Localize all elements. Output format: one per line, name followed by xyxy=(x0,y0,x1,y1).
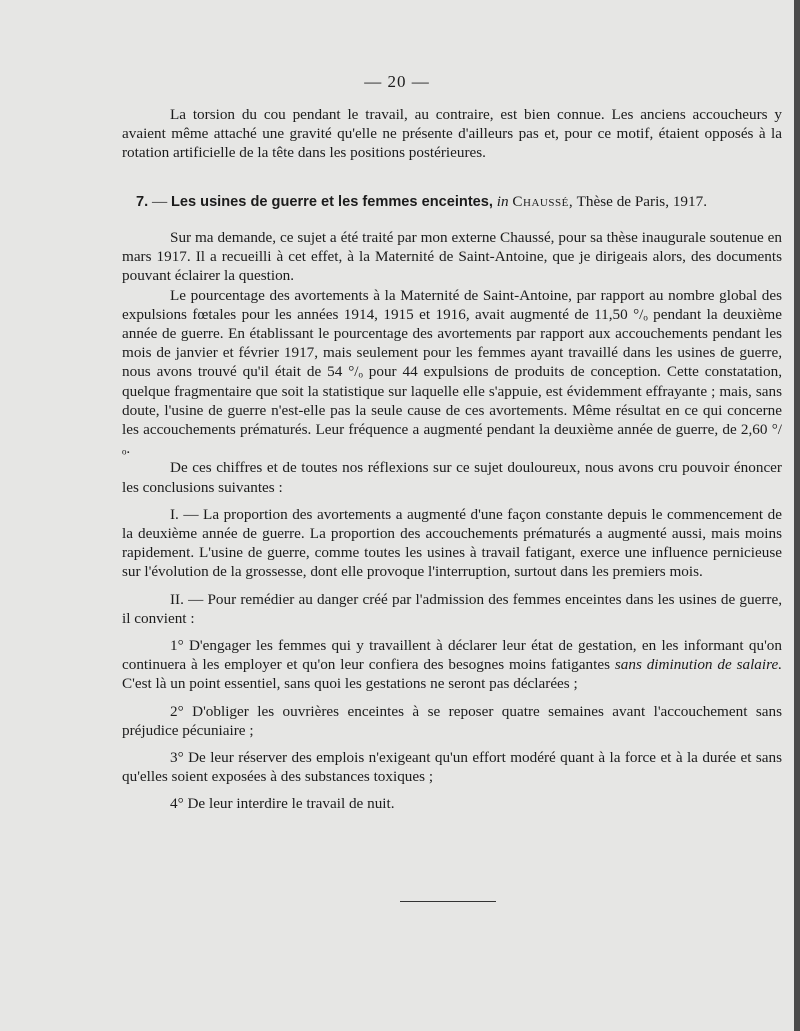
section-title: Les usines de guerre et les femmes enceintes, xyxy=(170,194,493,210)
section-heading xyxy=(136,192,786,212)
list-item-2: 2° D'obliger les ouvrières enceintes à se reposer quatre semaines avant l'accouchement sans préjudice pécuniaire ; xyxy=(122,702,782,739)
list-item-1-italic: sans diminution de salaire. xyxy=(614,656,782,674)
list-item-4: 4° De leur interdire le travail de nuit. xyxy=(170,795,395,813)
page-number: — 20 — xyxy=(364,72,430,91)
body-block xyxy=(122,228,782,814)
list-item-1 xyxy=(122,636,782,694)
paragraph-conclusion-two: II. — Pour remédier au danger créé par l'admission des femmes enceintes dans les usines de guerre, il convient : xyxy=(122,590,782,627)
paragraph-conclusions-intro: De ces chiffres et de toutes nos réflexions sur ce sujet douloureux, nous avons cru pouvoir énoncer les conclusions suivantes : xyxy=(122,459,782,496)
list-item-1-rest: C'est là un point essentiel, sans quoi les gestations ne seront pas déclarées ; xyxy=(122,675,578,693)
intro-block xyxy=(122,105,782,163)
intro-paragraph: La torsion du cou pendant le travail, au contraire, est bien connue. Les anciens accoucheurs y avaient même attaché une gravité qu'elle ne présente d'ailleurs pas et, pour ce motif, étaient opposés à la rotation artificielle de la tête dans les positions postérieures. xyxy=(122,106,782,162)
list-item-3: 3° De leur réserver des emplois n'exigeant qu'un effort modéré quant à la force et à la durée et sans qu'elles soient exposées à des substances toxiques ; xyxy=(122,749,782,786)
list-item-1-text: 1° D'engager les femmes qui y travaillent à déclarer leur état de gestation, en les informant qu'on continuera à les employer et qu'on leur confiera des besognes moins fatigantes xyxy=(122,637,782,674)
paragraph-conclusion-one: I. — La proportion des avortements a augmenté d'une façon constante depuis le commencement de la deuxième année de guerre. La proportion des accouchements prématurés a augmenté aussi, mais moins rapidement. L'usine de guerre, comme toutes les usines à travail fatigant, exerce une influence pernicieuse sur l'évolution de la grossesse, dont elle provoque l'interruption, surtout dans les premiers mois. xyxy=(122,505,782,581)
page-edge-shadow xyxy=(794,0,800,1031)
closing-rule xyxy=(400,901,496,902)
paragraph-chausse-thesis: Sur ma demande, ce sujet a été traité par mon externe Chaussé, pour sa thèse inaugurale soutenue en mars 1917. Il a recueilli à cet effet, à la Maternité de Saint-Antoine, que je dirigeais alors, des documents pouvant éclairer la question. xyxy=(122,229,782,285)
section-ref-rest: Thèse de Paris, 1917. xyxy=(576,193,707,210)
paragraph-statistics: Le pourcentage des avortements à la Maternité de Saint-Antoine, par rapport au nombre global des expulsions fœtales pour les années 1914, 1915 et 1916, avait augmenté de 11,50 °/ₒ pendant la deuxième année de guerre. En établissant le pourcentage des avortements par rapport aux accouchements pendant les mois de janvier et février 1917, mais seulement pour les femmes ayant travaillé dans les usines de guerre, nous avons trouvé qu'il était de 54 °/ₒ pour 44 expulsions de produits de conception. Cette constatation, quelque fragmentaire que soit la statistique sur laquelle elle s'appuie, est évidemment effrayante ; mais, sans doute, l'usine de guerre n'est-elle pas la seule cause de ces avortements. Même résultat en ce qui concerne les accouchements prématurés. Leur fréquence a augmenté pendant la deuxième année de guerre, de 2,60 °/ₒ. xyxy=(122,286,782,458)
section-dash: — xyxy=(148,193,171,210)
section-ref-author: Chaussé, xyxy=(512,193,574,210)
section-ref-in: in xyxy=(496,193,509,210)
section-number: 7. xyxy=(136,194,149,210)
